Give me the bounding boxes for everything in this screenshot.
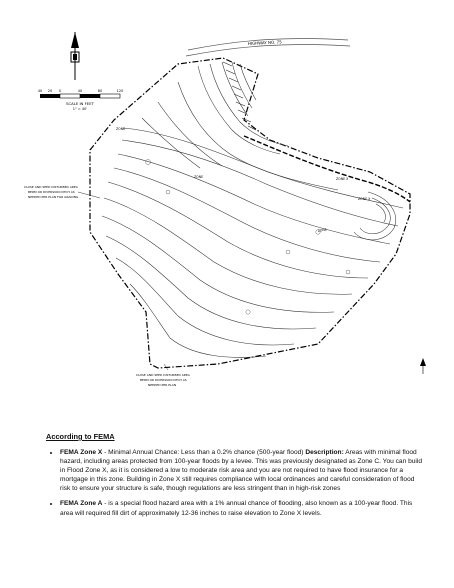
zone-label: ZONE	[194, 175, 204, 179]
svg-text:NEEDED PER PLAN: NEEDED PER PLAN	[148, 383, 177, 387]
zone-x-description-label: Description:	[305, 449, 344, 456]
scale-bar	[38, 89, 124, 111]
zone-label: ZONE	[317, 227, 328, 233]
svg-text:BERM OR DIVERSION DITCH AS: BERM OR DIVERSION DITCH AS	[28, 190, 75, 194]
svg-text:CLOSE AND SEED DISTURBED AREA: CLOSE AND SEED DISTURBED AREA	[136, 373, 190, 377]
scale-tick: 120	[116, 89, 124, 93]
zone-label: ZONE X	[358, 197, 371, 201]
list-item	[60, 448, 426, 493]
scale-tick: 0	[58, 89, 62, 93]
zone-a-title: FEMA Zone A	[60, 500, 103, 508]
highway	[186, 38, 350, 56]
zone-label: ZONE X	[336, 177, 349, 181]
fema-notes	[46, 432, 426, 524]
notes-heading: According to FEMA	[46, 432, 115, 441]
scale-tick: 40	[77, 89, 83, 93]
left-construction-note	[24, 185, 100, 199]
bottom-construction-note	[136, 364, 191, 387]
zone-x-title: FEMA Zone X	[60, 449, 103, 456]
scale-ratio: 1" = 40'	[72, 107, 88, 111]
north-arrow-icon	[71, 32, 79, 80]
scale-tick: 80	[97, 89, 103, 93]
ditch-line	[244, 136, 410, 202]
plan-drawing	[18, 22, 438, 402]
zone-a-text: - is a special flood hazard area with a 1% annual chance of flooding, also known as a 100-year flood. This area will required fill dirt of approximately 12-36 inches to raise elevation to Zone X levels.	[60, 500, 413, 517]
zone-x-description: Areas with minimal flood hazard, including areas protected from 100-year floods by a levee. This was previously designated as Zone C. You can build in Flood Zone X, as it is considered a low to moderate risk area and you are not required to have flood insurance for a mortgage in this zone. Building in Zone X still requires compliance with local ordinances and careful consideration of flood risk to ensure your structure is safe, though regulations are less stringent than in high-risk zones	[60, 449, 423, 493]
scale-tick: 20	[47, 89, 53, 93]
svg-text:CLOSE AND SEED DISTURBED AREA: CLOSE AND SEED DISTURBED AREA	[24, 185, 78, 189]
scale-tick: 40	[37, 89, 43, 93]
tree-symbols	[146, 160, 351, 315]
contour-lines	[102, 62, 403, 357]
svg-text:NEEDED PER PLAN FOR GRADING: NEEDED PER PLAN FOR GRADING	[28, 195, 79, 199]
zone-list	[46, 448, 426, 518]
site-grading-plan	[18, 22, 438, 402]
scale-caption: SCALE IN FEET	[66, 101, 94, 106]
zone-x-text: - Minimal Annual Chance: Less than a 0.2% chance (500-year flood)	[102, 449, 306, 456]
highway-label: HIGHWAY NO. 75	[247, 39, 282, 46]
zone-label: ZONE	[116, 127, 126, 131]
small-arrow-icon	[420, 358, 426, 374]
svg-text:BERM OR DIVERSION DITCH AS: BERM OR DIVERSION DITCH AS	[140, 378, 187, 382]
list-item	[60, 499, 426, 517]
